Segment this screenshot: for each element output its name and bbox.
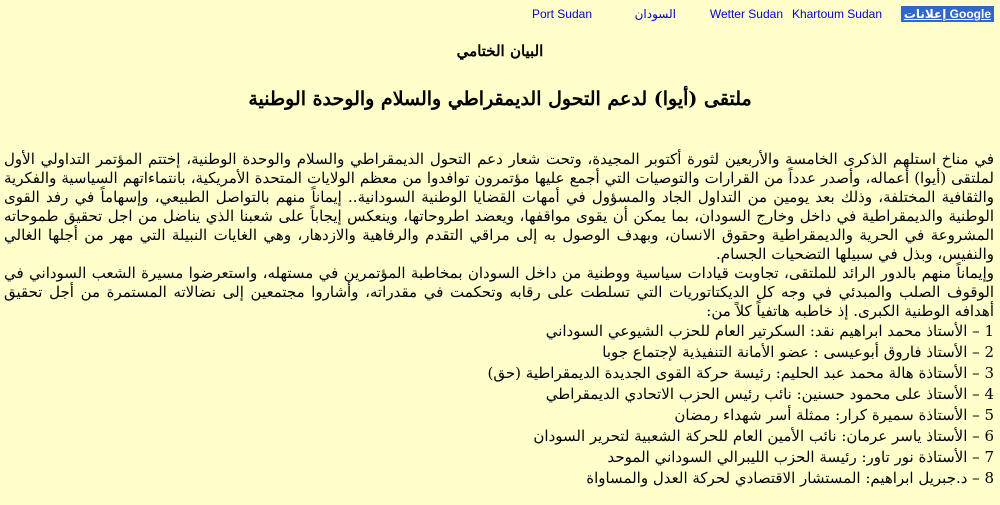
list-item: 3 – الأستاذة هالة محمد عبد الحليم: رئيسة حركة القوى الجديدة الديمقراطية (حق) bbox=[487, 364, 994, 382]
google-ads-badge-link[interactable]: إعلانات Google bbox=[901, 6, 994, 22]
list-item: 4 – الأستاذ على محمود حسنين: نائب رئيس الحزب الاتحادي الديمقراطي bbox=[545, 385, 994, 403]
article-body bbox=[4, 150, 994, 489]
google-ads-bar bbox=[0, 6, 994, 24]
paragraph-intro: في مناخ استلهم الذكرى الخامسة والأربعين لثورة أكتوبر المجيدة، وتحت شعار دعم التحول الديمقراطي والسلام والوحدة الوطنية، إختتم المؤتمر التداولي الأول لملتقى (أيوا) أعماله، وأصدر عدداً من القرارات والتوصيات التي أجمع عليها مؤتمرون توافدوا من معظم الولايات المتحدة الأمريكية، بانتماءاتهم السياسية والفكرية والثقافية المختلفة، وذلك بعد يومين من التداول الجاد والمسؤول في أمهات القضايا الوطنية السودانية.. إيماناً منهم بالتواصل الطبيعي، وإسهاماً في رفد القوى الوطنية والديمقراطية في داخل وخارج السودان، بما يمكن أن يقوى مواقفها، ويعضد اطروحاتها، وينعكس إيجاباً على شعبنا الذي يناضل من اجل تحقيق طموحاته المشروعة في الحرية والديمقراطية وحقوق الانسان، وبهدف الوصول به إلى مراقي التقدم والرفاهية والازدهار، وهي الغايات النبيلة التي مهر من أجلها الغالي والنفيس، وبذل في سبيلها التضحيات الجسام. bbox=[4, 150, 994, 263]
list-item: 5 – الأستاذة سميرة كرار: ممثلة أسر شهداء رمضان bbox=[674, 406, 994, 424]
ad-link-sudan-arabic[interactable]: السودان bbox=[634, 7, 676, 21]
speakers-list bbox=[4, 321, 994, 489]
paragraph-speakers-intro: وإيماناً منهم بالدور الرائد للملتقى، تجاوبت قيادات سياسية ووطنية من داخل السودان بمخاطبة المؤتمرين في مستهله، واستعرضوا مسيرة الشعب السوداني في الوقوف الصلب والمبدئي في وجه كل الديكتاتوريات التي تسلطت على رقابه وتحكمت في مقدراته، وأشاروا مجتمعين إلى نضالاته المستمرة من أجل تحقيق أهدافه الوطنية الكبرى. إذ خاطبه هاتفياً كلاً من: bbox=[4, 264, 994, 320]
list-item: 8 – د.جبريل ابراهيم: المستشار الاقتصادي لحركة العدل والمساواة bbox=[586, 469, 994, 487]
ad-link-port-sudan[interactable]: Port Sudan bbox=[531, 7, 592, 21]
ad-link-wetter-sudan[interactable]: Wetter Sudan bbox=[709, 7, 783, 21]
page-subtitle: البيان الختامي bbox=[456, 42, 544, 60]
ad-link-khartoum-sudan[interactable]: Khartoum Sudan bbox=[791, 7, 882, 21]
page-title: ملتقى (أيوا) لدعم التحول الديمقراطي والسلام والوحدة الوطنية bbox=[248, 88, 752, 110]
list-item: 7 – الأستاذة نور تاور: رئيسة الحزب الليبرالي السوداني الموحد bbox=[607, 448, 994, 466]
list-item: 2 – الأستاذ فاروق أبوعيسى : عضو الأمانة التنفيذية لإجتماع جوبا bbox=[602, 343, 994, 361]
list-item: 1 – الأستاذ محمد ابراهيم نقد: السكرتير العام للحزب الشيوعي السوداني bbox=[545, 322, 994, 340]
list-item: 6 – الأستاذ ياسر عرمان: نائب الأمين العام للحركة الشعبية لتحرير السودان bbox=[533, 427, 994, 445]
